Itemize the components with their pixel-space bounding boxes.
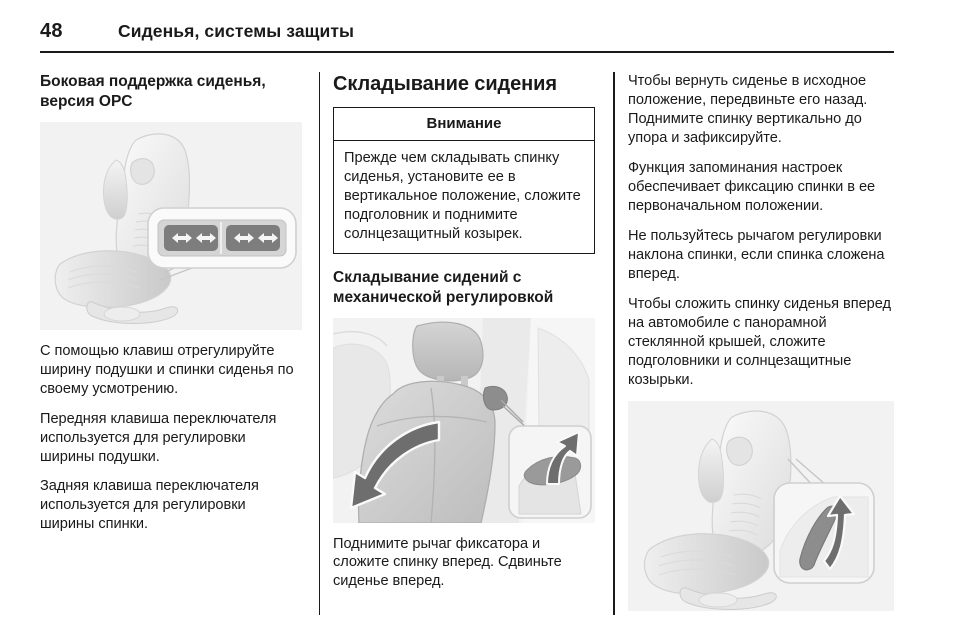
section-title-side-support: Боковая поддержка сиденья, версия OPC: [40, 73, 266, 110]
paragraph-left-1: С помощью клавиш отрегулируйте ширину подушки и спинки сиденья по своему усмотрению.: [40, 342, 294, 397]
paragraph-right-2: Функция запоминания настроек обеспечивает фиксацию спинки в ее первоначальном положении.: [628, 159, 876, 214]
paragraph-left-3: Задняя клавиша переключателя используется для регулировки ширины спинки.: [40, 478, 259, 533]
figure-seat-release-lever: [628, 401, 894, 611]
column-middle: [333, 72, 595, 620]
paragraph-right-3: Не пользуйтесь рычагом регулировки наклона спинки, если спинка сложена вперед.: [628, 227, 885, 282]
warning-text: Прежде чем складывать спинку сиденья, установите ее в вертикальное положение, сложите подголовник и поднимите солнцезащитный козырек.: [344, 150, 581, 242]
subsection-title-manual-folding: Складывание сидений с механической регулировкой: [333, 268, 554, 306]
paragraph-right-4: Чтобы сложить спинку сиденья вперед на автомобиле с панорамной стеклянной крышей, сложите подголовники и солнцезащитные козырьки.: [628, 295, 891, 388]
warning-heading: Внимание: [334, 108, 594, 141]
content-columns: [0, 72, 954, 620]
column-divider-left: [319, 72, 321, 615]
page-header: [40, 16, 894, 46]
figure-seat-fold-lever: [333, 318, 595, 523]
header-rule: [40, 51, 894, 53]
chapter-title: Сиденья, системы защиты: [118, 20, 355, 41]
column-divider-right: [613, 72, 615, 615]
paragraph-middle-1: Поднимите рычаг фиксатора и сложите спинку вперед. Сдвиньте сиденье вперед.: [333, 535, 562, 590]
column-left: [40, 72, 302, 620]
figure-sport-seat-switch: [40, 122, 302, 330]
page-number: 48: [40, 19, 63, 42]
warning-box: [333, 107, 595, 254]
paragraph-left-2: Передняя клавиша переключателя используется для регулировки ширины подушки.: [40, 410, 277, 465]
paragraph-right-1: Чтобы вернуть сиденье в исходное положение, передвиньте его назад. Поднимите спинку вертикально до упора и зафиксируйте.: [628, 73, 868, 146]
section-title-seat-folding: Складывание сидения: [333, 73, 557, 95]
column-right: [628, 72, 894, 620]
